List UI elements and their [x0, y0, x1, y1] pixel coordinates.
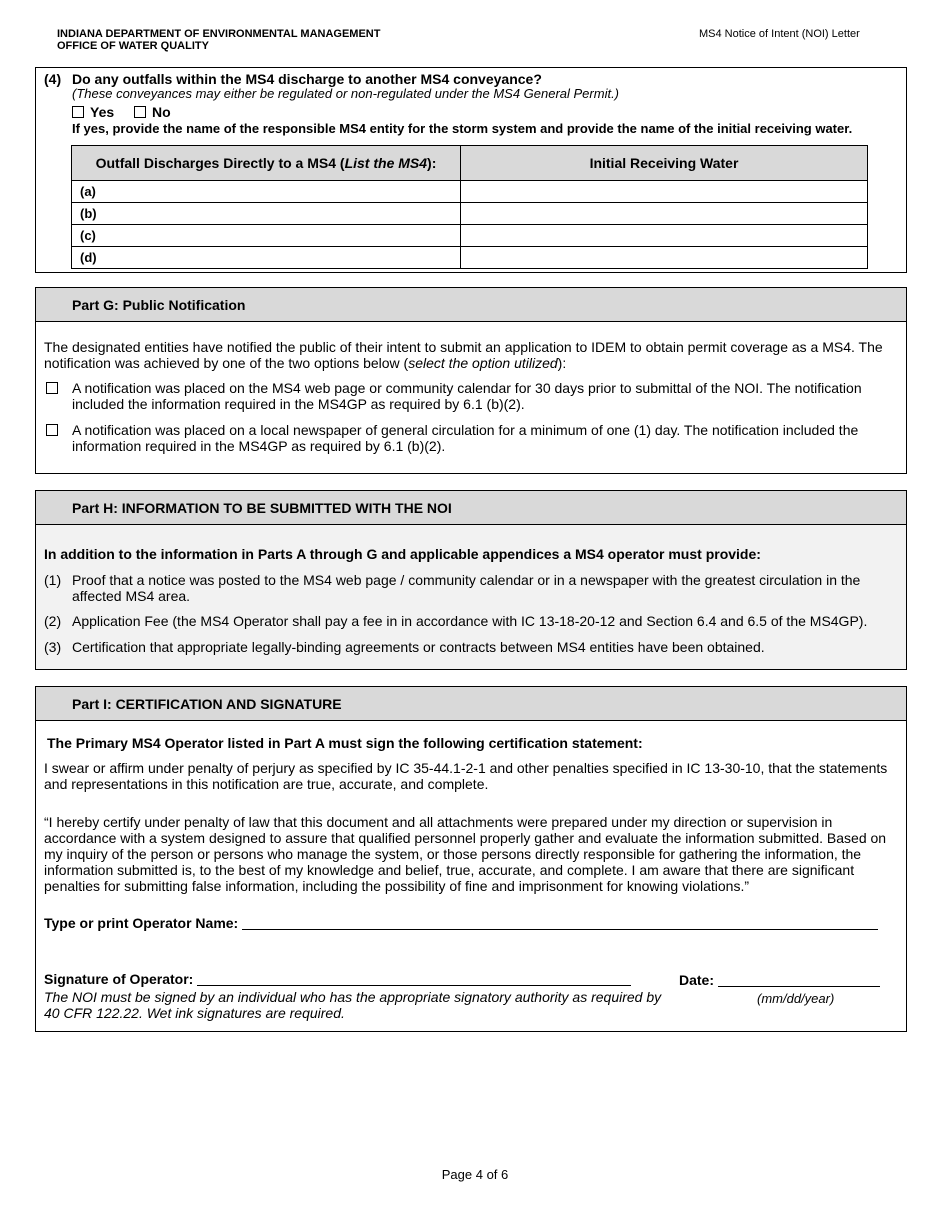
operator-name-field[interactable] — [242, 915, 878, 930]
no-label: No — [152, 104, 171, 120]
option-text: A notification was placed on the MS4 web page or community calendar for 30 days prior to submittal of the NOI. The notification included the information required in the MS4GP as required by 6.1 (b)(2). — [72, 380, 862, 412]
page-number: Page 4 of 6 — [441, 1167, 509, 1182]
receiving-water-cell[interactable] — [461, 225, 868, 247]
receiving-water-cell[interactable] — [461, 247, 868, 269]
notification-option-web — [44, 380, 876, 412]
part-i-certification — [35, 686, 907, 1032]
agency-header — [57, 28, 380, 52]
document-title: MS4 Notice of Intent (NOI) Letter — [699, 28, 860, 40]
table-header-row — [72, 146, 868, 181]
date-field[interactable] — [718, 972, 880, 987]
part-i-title: Part I: CERTIFICATION AND SIGNATURE — [36, 687, 906, 721]
signature-note: The NOI must be signed by an individual who has the appropriate signatory authority as required by 40 CFR 122.22. Wet ink signatures are required. — [44, 989, 662, 1021]
agency-name: INDIANA DEPARTMENT OF ENVIRONMENTAL MANAGEMENT — [57, 28, 381, 40]
list-item: (1) Proof that a notice was posted to the MS4 web page / community calendar or in a newspaper with the greatest circulation in the affected MS4 area. — [44, 572, 861, 604]
operator-name-row — [44, 915, 888, 931]
no-checkbox[interactable] — [134, 106, 146, 118]
part-g-intro: The designated entities have notified the public of their intent to submit an application to IDEM to obtain permit coverage as a MS4. The notification was achieved by one of the two options below (select the option utilized): — [44, 339, 883, 371]
receiving-water-cell[interactable] — [461, 203, 868, 225]
part-h-intro: In addition to the information in Parts A through G and applicable appendices a MS4 operator must provide: — [44, 546, 761, 562]
newspaper-notification-checkbox[interactable] — [46, 424, 58, 436]
question-note: (These conveyances may either be regulated or non-regulated under the MS4 General Permit.) — [72, 86, 620, 101]
table-row — [72, 225, 868, 247]
date-label: Date: — [679, 972, 715, 988]
signature-label: Signature of Operator: — [44, 971, 194, 987]
ms4-cell[interactable]: (c) — [72, 225, 461, 247]
signature-field[interactable] — [197, 971, 631, 986]
date-format-hint: (mm/dd/year) — [757, 991, 835, 1006]
table-row — [72, 181, 868, 203]
question-number: (4) — [44, 71, 62, 87]
option-text: A notification was placed on a local newspaper of general circulation for a minimum of one (1) day. The notification included the information required in the MS4GP as required by 6.1 (b)(2). — [72, 422, 859, 454]
instruction-text: If yes, provide the name of the responsible MS4 entity for the storm system and provide the name of the initial receiving water. — [72, 121, 853, 136]
signature-row — [44, 971, 631, 987]
part-g-title: Part G: Public Notification — [36, 288, 906, 322]
certification-lead: The Primary MS4 Operator listed in Part A must sign the following certification statement: — [47, 735, 643, 751]
ms4-cell[interactable]: (d) — [72, 247, 461, 269]
part-h-title: Part H: INFORMATION TO BE SUBMITTED WITH THE NOI — [36, 491, 906, 525]
list-item: (2) Application Fee (the MS4 Operator shall pay a fee in in accordance with IC 13-18-20-12 and Section 6.4 and 6.5 of the MS4GP). — [44, 613, 868, 629]
table-row — [72, 247, 868, 269]
column-header-ms4: Outfall Discharges Directly to a MS4 (List the MS4): — [72, 146, 461, 181]
column-header-receiving-water: Initial Receiving Water — [461, 146, 868, 181]
office-name: OFFICE OF WATER QUALITY — [57, 40, 209, 52]
question-text: Do any outfalls within the MS4 discharge to another MS4 conveyance? — [72, 71, 542, 87]
list-item: (3) Certification that appropriate legally-binding agreements or contracts between MS4 entities have been obtained. — [44, 639, 765, 655]
section-4-outfalls — [35, 67, 907, 273]
web-notification-checkbox[interactable] — [46, 382, 58, 394]
yes-no-options — [72, 104, 187, 120]
part-g-public-notification — [35, 287, 907, 474]
part-h-information — [35, 490, 907, 670]
table-row — [72, 203, 868, 225]
date-row — [679, 972, 880, 988]
receiving-water-cell[interactable] — [461, 181, 868, 203]
ms4-cell[interactable]: (a) — [72, 181, 461, 203]
perjury-statement: I swear or affirm under penalty of perjury as specified by IC 35-44.1-2-1 and other penalties specified in IC 13-30-10, that the statements and representations in this notification are true, accurate, and complete. — [44, 760, 888, 792]
yes-checkbox[interactable] — [72, 106, 84, 118]
notification-option-newspaper — [44, 422, 876, 454]
ms4-cell[interactable]: (b) — [72, 203, 461, 225]
certification-statement: “I hereby certify under penalty of law that this document and all attachments were prepared under my direction or supervision in accordance with a system designed to assure that qualified personnel properly gather and evaluate the information submitted. Based on my inquiry of the person or persons who manage the system, or those persons directly responsible for gathering the information, the information submitted is, to the best of my knowledge and belief, true, accurate, and complete. I am aware that there are significant penalties for submitting false information, including the possibility of fine and imprisonment for knowing violations.” — [44, 814, 887, 894]
outfall-table — [71, 145, 868, 269]
operator-name-label: Type or print Operator Name: — [44, 915, 239, 931]
yes-label: Yes — [90, 104, 115, 120]
